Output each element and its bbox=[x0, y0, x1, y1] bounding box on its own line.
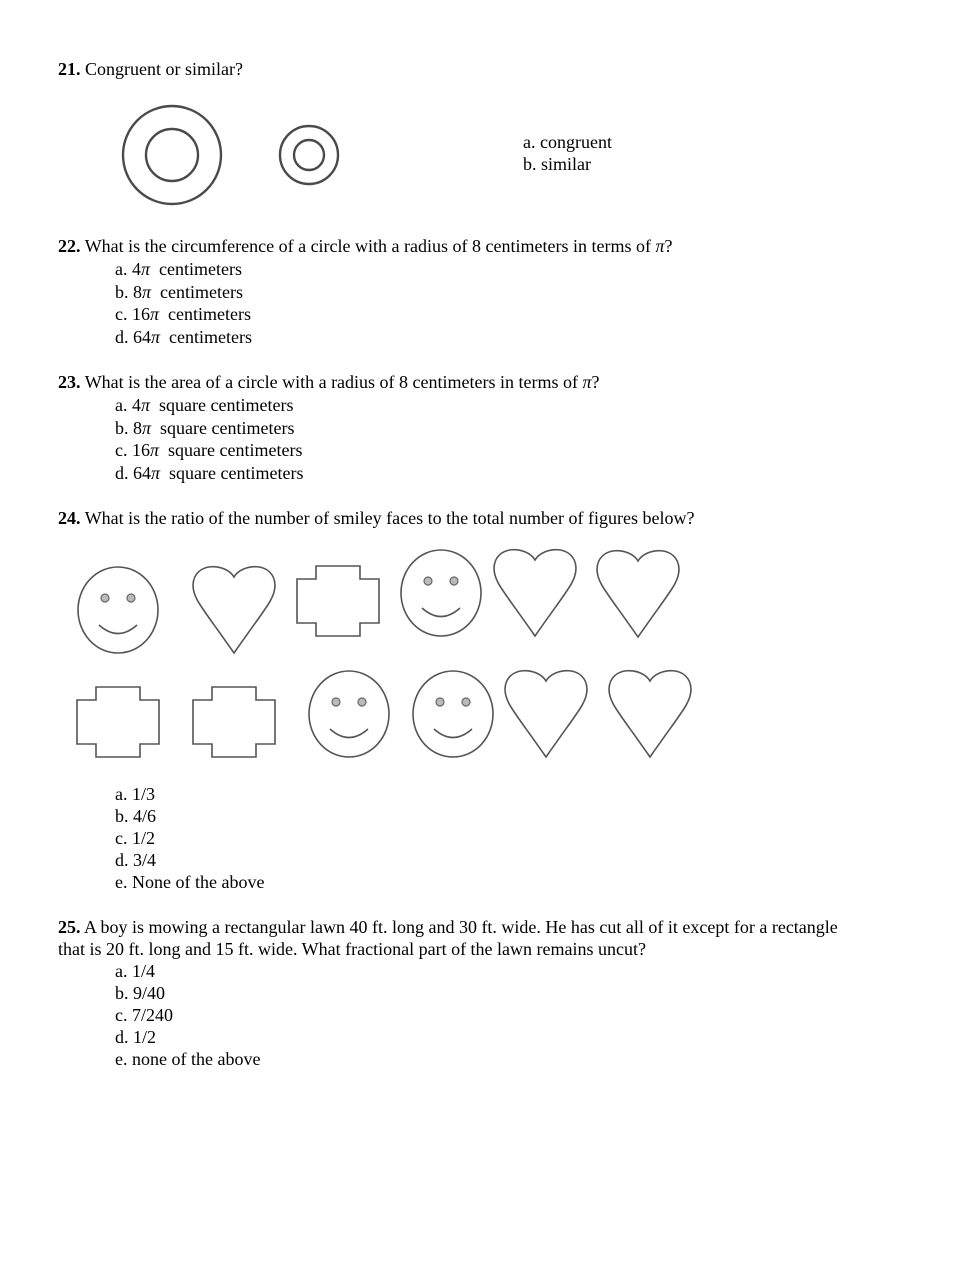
eye bbox=[101, 594, 109, 602]
face-outline bbox=[413, 671, 493, 757]
question-text: Congruent or similar? bbox=[85, 59, 243, 79]
option-unit: centimeters bbox=[159, 259, 242, 279]
eye bbox=[332, 698, 340, 706]
option-unit: centimeters bbox=[169, 327, 252, 347]
question-text: What is the ratio of the number of smiley faces to the total number of figures below? bbox=[84, 508, 695, 528]
question-number: 24. bbox=[58, 508, 81, 528]
option-coefficient: 16 bbox=[132, 304, 150, 324]
option-letter: a. bbox=[115, 395, 128, 415]
pi-symbol: π bbox=[142, 282, 152, 302]
face-outline bbox=[78, 567, 158, 653]
smiley-face bbox=[309, 671, 389, 757]
answer-option[interactable]: b. similar bbox=[523, 154, 591, 174]
pi-symbol: π bbox=[151, 463, 161, 483]
answer-option[interactable]: d. 3/4 bbox=[115, 850, 157, 870]
eye bbox=[127, 594, 135, 602]
question-25 bbox=[58, 916, 838, 938]
mouth bbox=[434, 729, 472, 738]
mouth bbox=[99, 625, 137, 634]
option-unit: square centimeters bbox=[160, 418, 295, 438]
pi-symbol: π bbox=[151, 327, 161, 347]
answer-option[interactable]: c. 1/2 bbox=[115, 828, 155, 848]
question-end: ? bbox=[664, 236, 673, 256]
heart-shape bbox=[597, 551, 679, 637]
option-coefficient: 16 bbox=[132, 440, 150, 460]
answer-option[interactable]: d. 1/2 bbox=[115, 1027, 157, 1047]
pi-symbol: π bbox=[142, 418, 152, 438]
option-letter: b. bbox=[115, 282, 129, 302]
cross-shape bbox=[297, 566, 379, 636]
answer-option[interactable]: a. 1/3 bbox=[115, 784, 155, 804]
option-unit: square centimeters bbox=[168, 440, 303, 460]
eye bbox=[436, 698, 444, 706]
question-number: 21. bbox=[58, 59, 81, 79]
answer-option[interactable]: b. 4/6 bbox=[115, 806, 157, 826]
option-coefficient: 8 bbox=[133, 282, 142, 302]
question-number: 23. bbox=[58, 372, 81, 392]
eye bbox=[462, 698, 470, 706]
face-outline bbox=[401, 550, 481, 636]
pi-symbol: π bbox=[150, 304, 160, 324]
cross-shape bbox=[77, 687, 159, 757]
option-letter: c. bbox=[115, 440, 128, 460]
question-text: What is the area of a circle with a radius of 8 centimeters in terms of bbox=[84, 372, 578, 392]
mouth bbox=[422, 608, 460, 617]
smiley-face bbox=[78, 567, 158, 653]
answer-option[interactable]: c. 7/240 bbox=[115, 1005, 173, 1025]
pi-symbol: π bbox=[150, 440, 160, 460]
eye bbox=[450, 577, 458, 585]
face-outline bbox=[309, 671, 389, 757]
answer-option[interactable]: a. congruent bbox=[523, 132, 612, 152]
smiley-face bbox=[413, 671, 493, 757]
option-coefficient: 64 bbox=[133, 463, 151, 483]
answer-option[interactable]: e. None of the above bbox=[115, 872, 265, 892]
option-unit: centimeters bbox=[168, 304, 251, 324]
option-coefficient: 8 bbox=[133, 418, 142, 438]
option-coefficient: 64 bbox=[133, 327, 151, 347]
smiley-face bbox=[401, 550, 481, 636]
option-unit: square centimeters bbox=[159, 395, 294, 415]
option-coefficient: 4 bbox=[132, 395, 141, 415]
question-text: What is the circumference of a circle with a radius of 8 centimeters in terms of bbox=[84, 236, 651, 256]
option-letter: d. bbox=[115, 327, 129, 347]
eye bbox=[358, 698, 366, 706]
eye bbox=[424, 577, 432, 585]
option-letter: d. bbox=[115, 463, 129, 483]
heart-shape bbox=[609, 671, 691, 757]
answer-option[interactable]: b. 9/40 bbox=[115, 983, 166, 1003]
question-text-continued: that is 20 ft. long and 15 ft. wide. What fractional part of the lawn remains uncut? bbox=[58, 939, 646, 959]
pi-symbol: π bbox=[655, 236, 665, 256]
heart-shape bbox=[193, 567, 275, 653]
option-unit: centimeters bbox=[160, 282, 243, 302]
heart-shape bbox=[494, 550, 576, 636]
option-letter: a. bbox=[115, 259, 128, 279]
pi-symbol: π bbox=[141, 395, 151, 415]
pi-symbol: π bbox=[141, 259, 151, 279]
cross-shape bbox=[193, 687, 275, 757]
question-number: 25. bbox=[58, 917, 81, 937]
question-end: ? bbox=[591, 372, 600, 392]
pi-symbol: π bbox=[582, 372, 592, 392]
mouth bbox=[330, 729, 368, 738]
option-coefficient: 4 bbox=[132, 259, 141, 279]
answer-option[interactable]: e. none of the above bbox=[115, 1049, 261, 1069]
answer-option[interactable]: a. 1/4 bbox=[115, 961, 155, 981]
option-letter: c. bbox=[115, 304, 128, 324]
option-unit: square centimeters bbox=[169, 463, 304, 483]
option-letter: b. bbox=[115, 418, 129, 438]
heart-shape bbox=[505, 671, 587, 757]
question-number: 22. bbox=[58, 236, 81, 256]
question-text: A boy is mowing a rectangular lawn 40 ft. long and 30 ft. wide. He has cut all of it except for a rectangle bbox=[84, 917, 838, 937]
